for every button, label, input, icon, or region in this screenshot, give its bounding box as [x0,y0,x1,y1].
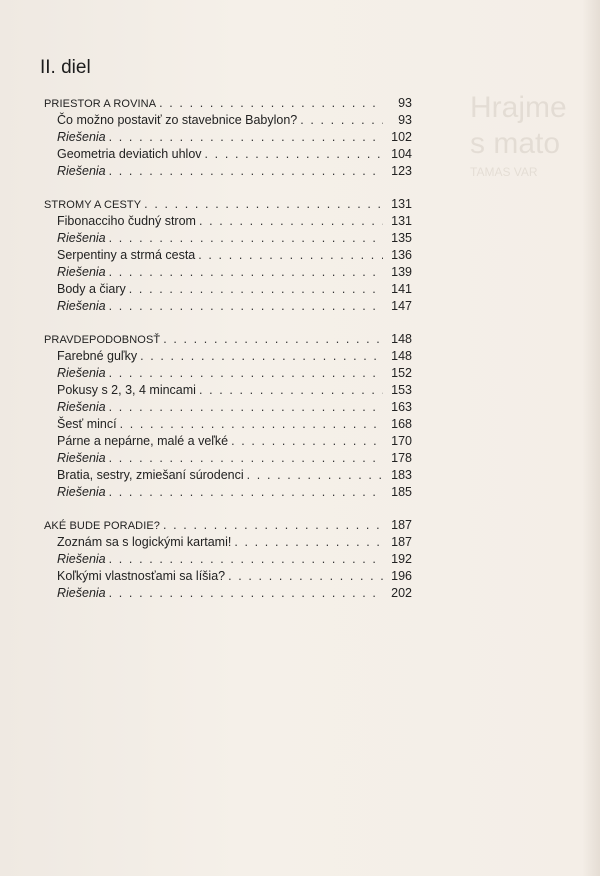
toc-entry-label: Riešenia [57,400,106,414]
toc-entry-label: Koľkými vlastnosťami sa líšia? [57,569,226,583]
toc-page-number: 131 [391,197,412,211]
toc-entry-label: Zoznám sa s logickými kartami! [57,535,232,549]
table-of-contents [44,95,412,602]
toc-page-number: 93 [398,113,412,127]
dot-leader [109,298,383,315]
toc-entry-label: STROMY A CESTY [44,199,142,211]
dot-leader [109,585,383,602]
toc-page-number: 152 [391,366,412,380]
toc-entry-label: Šesť mincí [57,417,117,431]
bleed-through-text [470,90,600,390]
toc-entry-label: Riešenia [57,299,106,313]
toc-entry-label: Riešenia [57,130,106,144]
dot-leader [205,146,383,163]
dot-leader [199,213,383,230]
dot-leader [234,534,383,551]
toc-page-number: 131 [391,214,412,228]
toc-entry-label: Bratia, sestry, zmiešaní súrodenci [57,468,244,482]
dot-leader [163,517,383,534]
toc-entry-label: Riešenia [57,485,106,499]
dot-leader [109,129,383,146]
dot-leader [109,264,383,281]
toc-entry-label: Pokusy s 2, 3, 4 mincami [57,383,196,397]
toc-entry-label: Riešenia [57,265,106,279]
bleed-line: s mato [470,127,561,160]
toc-section [44,331,412,501]
toc-section-heading [44,331,412,348]
toc-page-number: 187 [391,518,412,532]
toc-page-number: 148 [391,332,412,346]
toc-solutions-entry [44,399,412,416]
toc-page-number: 187 [391,535,412,549]
toc-page-number: 136 [391,248,412,262]
toc-chapter-entry [44,534,412,551]
toc-entry-label: Riešenia [57,231,106,245]
toc-page-number: 102 [391,130,412,144]
section-gap [44,315,412,331]
toc-page-number: 192 [391,552,412,566]
toc-page-number: 104 [391,147,412,161]
toc-chapter-entry [44,433,412,450]
dot-leader [120,416,383,433]
toc-entry-label: Farebné guľky [57,349,138,363]
bleed-line: Hrajme [470,91,567,124]
dot-leader [109,163,383,180]
toc-solutions-entry [44,484,412,501]
dot-leader [109,551,383,568]
toc-solutions-entry [44,298,412,315]
toc-solutions-entry [44,129,412,146]
toc-solutions-entry [44,230,412,247]
toc-solutions-entry [44,450,412,467]
toc-page-number: 93 [398,96,412,110]
section-gap [44,501,412,517]
toc-solutions-entry [44,551,412,568]
dot-leader [159,95,383,112]
dot-leader [129,281,383,298]
toc-entry-label: Čo možno postaviť zo stavebnice Babylon? [57,113,298,127]
toc-page-number: 141 [391,282,412,296]
toc-page-number: 139 [391,265,412,279]
toc-entry-label: Riešenia [57,164,106,178]
toc-section-heading [44,196,412,213]
toc-section-heading [44,95,412,112]
dot-leader [247,467,383,484]
toc-entry-label: Geometria deviatich uhlov [57,147,202,161]
toc-chapter-entry [44,467,412,484]
section-gap [44,180,412,196]
bleed-line: TAMAS VAR [470,165,538,179]
dot-leader [199,382,383,399]
toc-page-number: 196 [391,569,412,583]
toc-page-number: 147 [391,299,412,313]
toc-chapter-entry [44,281,412,298]
toc-entry-label: Fibonacciho čudný strom [57,214,196,228]
toc-section [44,95,412,180]
toc-entry-label: AKÉ BUDE PORADIE? [44,520,161,532]
dot-leader [109,484,383,501]
toc-page-number: 163 [391,400,412,414]
toc-page-number: 123 [391,164,412,178]
toc-entry-label: Body a čiary [57,282,126,296]
toc-page-number: 135 [391,231,412,245]
toc-solutions-entry [44,585,412,602]
toc-entry-label: Párne a nepárne, malé a veľké [57,434,229,448]
dot-leader [163,331,383,348]
toc-page-number: 168 [391,417,412,431]
toc-entry-label: PRIESTOR A ROVINA [44,98,157,110]
dot-leader [109,365,383,382]
dot-leader [228,568,383,585]
toc-solutions-entry [44,264,412,281]
dot-leader [109,399,383,416]
toc-page-number: 170 [391,434,412,448]
dot-leader [300,112,383,129]
dot-leader [109,450,383,467]
toc-page-number: 178 [391,451,412,465]
toc-chapter-entry [44,416,412,433]
part-title: II. diel [40,57,91,78]
toc-page-number: 153 [391,383,412,397]
dot-leader [198,247,383,264]
toc-page-number: 183 [391,468,412,482]
toc-entry-label: Riešenia [57,451,106,465]
toc-chapter-entry [44,382,412,399]
toc-chapter-entry [44,568,412,585]
toc-solutions-entry [44,365,412,382]
toc-chapter-entry [44,146,412,163]
toc-page-number: 185 [391,485,412,499]
toc-section [44,517,412,602]
toc-chapter-entry [44,213,412,230]
toc-chapter-entry [44,112,412,129]
toc-section-heading [44,517,412,534]
toc-solutions-entry [44,163,412,180]
toc-entry-label: PRAVDEPODOBNOSŤ [44,334,161,346]
dot-leader [109,230,383,247]
toc-chapter-entry [44,247,412,264]
dot-leader [140,348,383,365]
toc-page-number: 202 [391,586,412,600]
dot-leader [144,196,383,213]
dot-leader [231,433,383,450]
toc-section [44,196,412,315]
toc-entry-label: Serpentiny a strmá cesta [57,248,196,262]
toc-entry-label: Riešenia [57,586,106,600]
toc-page-number: 148 [391,349,412,363]
toc-entry-label: Riešenia [57,366,106,380]
toc-chapter-entry [44,348,412,365]
toc-entry-label: Riešenia [57,552,106,566]
